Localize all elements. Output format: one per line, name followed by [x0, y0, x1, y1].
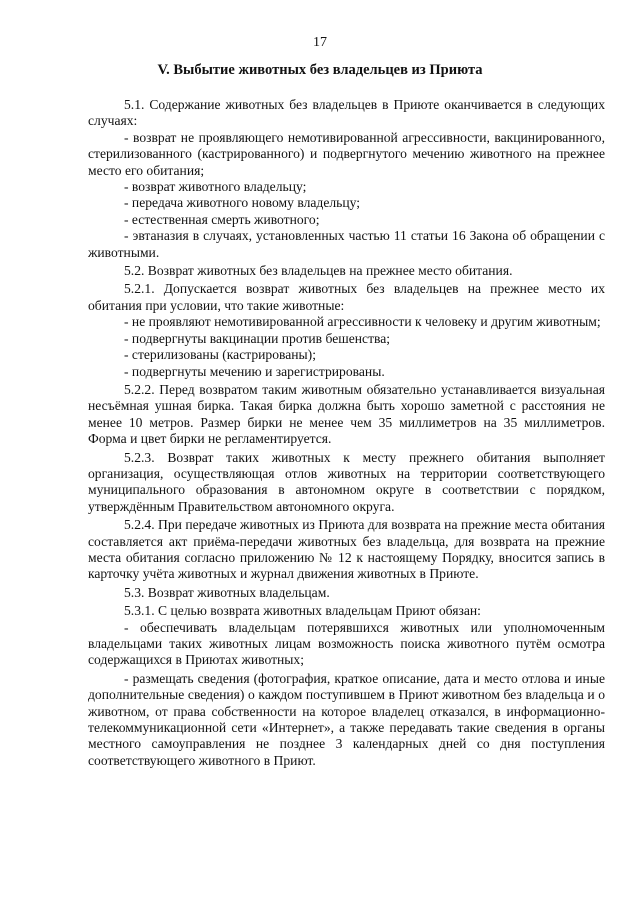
- list-item-no-aggression: - не проявляют немотивированной агрессивности к человеку и другим животным;: [124, 314, 601, 330]
- list-item-euthanasia: - эвтаназия в случаях, установленных частью 11 статьи 16 Закона об обращении с животными.: [88, 228, 605, 260]
- list-item-natural-death: - естественная смерть животного;: [124, 211, 320, 227]
- list-item-return-to-owner: - возврат животного владельцу;: [124, 179, 307, 195]
- paragraph-5-2-4: 5.2.4. При передаче животных из Приюта для возврата на прежние места обитания составляется акт приёма-передачи животных без владельца, для возврата на прежние места обитания согласно приложению № 12 к настоящему Порядку, вносится запись в карточку учёта животных и журнал движения животных в Приюте.: [88, 517, 605, 582]
- page-number: 17: [313, 35, 327, 50]
- document-body: [88, 97, 605, 769]
- paragraph-5-2-3: 5.2.3. Возврат таких животных к месту прежнего обитания выполняет организация, осуществляющая отлов животных на территории соответствующего муниципального образования в автономном округе в соответствии с порядком, утверждённым Правительством автономного округа.: [88, 449, 605, 514]
- list-item-return-to-habitat: - возврат не проявляющего немотивированной агрессивности, вакцинированного, стерилизованного (кастрированного) и подвергнутого мечению животного на прежнее место его обитания;: [88, 129, 605, 178]
- paragraph-5-1: 5.1. Содержание животных без владельцев в Приюте оканчивается в следующих случаях:: [88, 97, 605, 129]
- list-item-sterilized: - стерилизованы (кастрированы);: [124, 347, 316, 363]
- section-title: V. Выбытие животных без владельцев из Приюта: [157, 62, 483, 78]
- list-item-publish-info: - размещать сведения (фотография, краткое описание, дата и место отлова и иные дополнительные сведения) о каждом поступившем в Приют животном без владельца и о животном, от права собственности на которое владелец отказался, в информационно-телекоммуникационной сети «Интернет», а также передавать такие сведения в органы местного самоуправления не позднее 3 календарных дней со дня поступления соответствующего животного в Приют.: [88, 670, 605, 768]
- list-item-vaccinated: - подвергнуты вакцинации против бешенства;: [124, 330, 391, 346]
- list-item-marked: - подвергнуты мечению и зарегистрированы.: [124, 363, 385, 379]
- paragraph-5-3-1: 5.3.1. С целью возврата животных владельцам Приют обязан:: [124, 603, 481, 619]
- list-item-search-access: - обеспечивать владельцам потерявшихся животных или уполномоченным владельцами таких животных лицам возможность поиска животного путём осмотра содержащихся в Приютах животных;: [88, 619, 605, 668]
- list-item-new-owner: - передача животного новому владельцу;: [124, 195, 361, 211]
- paragraph-5-3: 5.3. Возврат животных владельцам.: [124, 584, 330, 600]
- paragraph-5-2-1: 5.2.1. Допускается возврат животных без владельцев на прежнее место их обитания при условии, что такие животные:: [88, 281, 605, 313]
- paragraph-5-2-2: 5.2.2. Перед возвратом таким животным обязательно устанавливается визуальная несъёмная ушная бирка. Такая бирка должна быть хорошо заметной с расстояния не менее 10 метров. Размер бирки не менее чем 35 миллиметров на 35 миллиметров. Форма и цвет бирки не регламентируется.: [88, 381, 605, 447]
- paragraph-5-2: 5.2. Возврат животных без владельцев на прежнее место обитания.: [124, 263, 513, 279]
